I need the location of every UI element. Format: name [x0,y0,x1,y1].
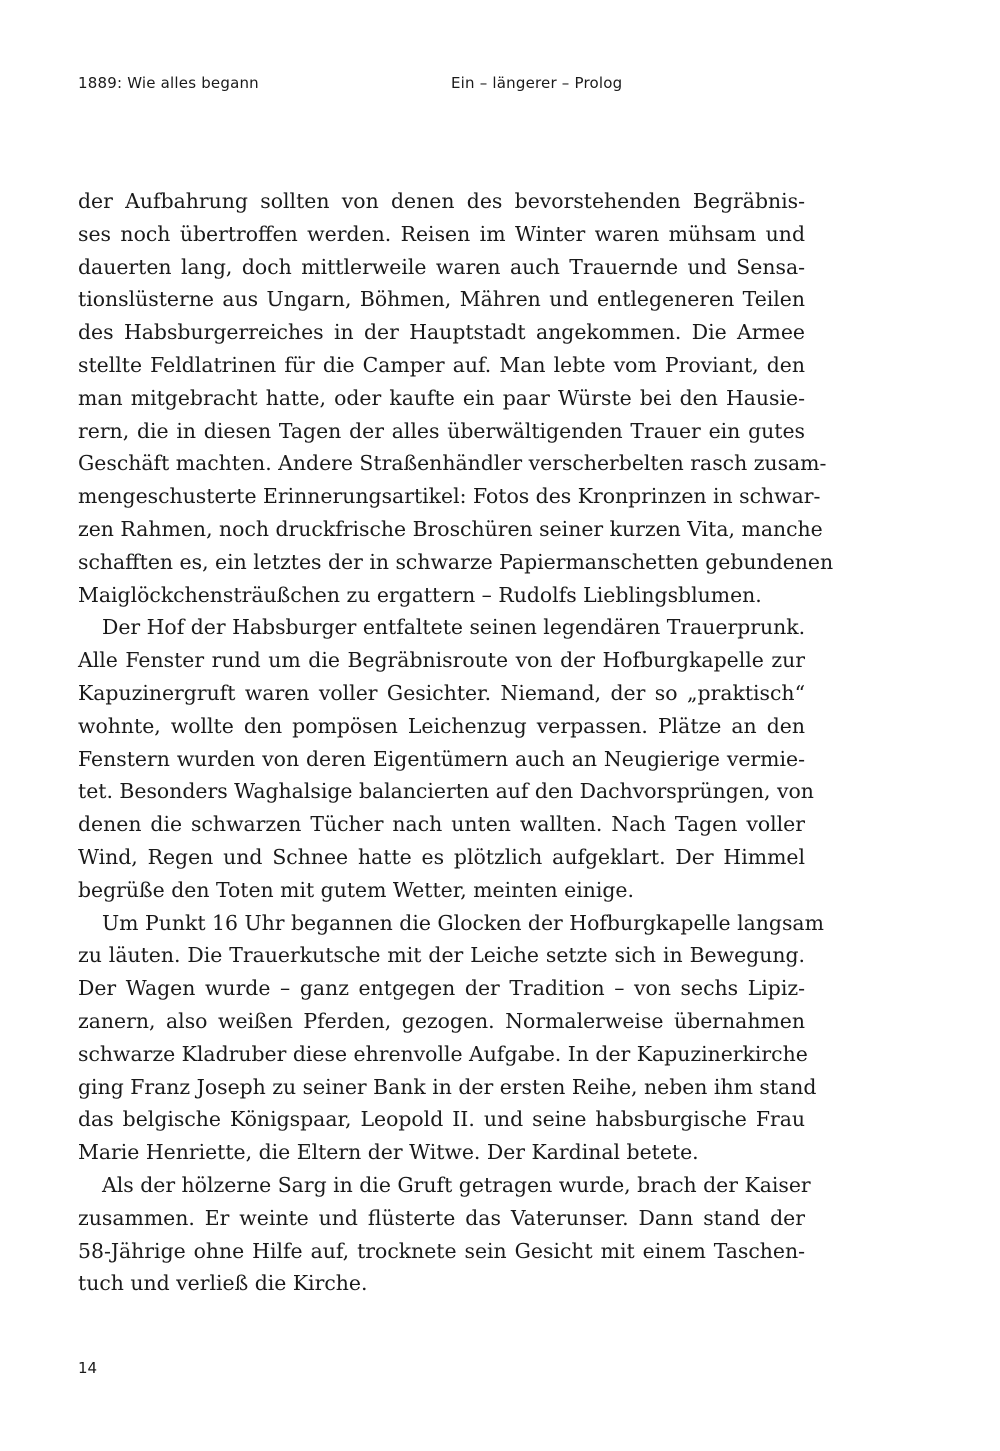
text-line: Geschäft machten. Andere Straßenhändler verscherbelten rasch zusam- [78,451,827,476]
text-line: mengeschusterte Erinnerungsartikel: Fotos des Kronprinzen in schwar- [78,484,821,509]
text-line: zu läuten. Die Trauerkutsche mit der Leiche setzte sich in Bewegung. [78,943,805,968]
text-line: Kapuzinergruft waren voller Gesichter. Niemand, der so „praktisch“ [78,680,805,705]
text-line: man mitgebracht hatte, oder kaufte ein paar Würste bei den Hausie- [78,385,805,410]
text-line: zen Rahmen, noch druckfrische Broschüren seiner kurzen Vita, manche [78,516,823,541]
body-text [78,185,834,1300]
text-line: schwarze Kladruber diese ehrenvolle Aufgabe. In der Kapuzinerkirche [78,1041,808,1066]
paragraph-1 [78,185,834,611]
text-line: des Habsburgerreiches in der Hauptstadt angekommen. Die Armee [78,320,805,345]
text-line: Fenstern wurden von deren Eigentümern auch an Neugierige vermie- [78,746,805,771]
text-line: zanern, also weißen Pferden, gezogen. Normalerweise übernahmen [78,1008,805,1033]
text-line: denen die schwarzen Tücher nach unten wallten. Nach Tagen voller [78,812,805,837]
text-line: Marie Henriette, die Eltern der Witwe. Der Kardinal betete. [78,1140,699,1165]
paragraph-4 [78,1169,811,1300]
text-line: tuch und verließ die Kirche. [78,1271,368,1296]
text-line: ging Franz Joseph zu seiner Bank in der ersten Reihe, neben ihm stand [78,1074,817,1099]
text-line: zusammen. Er weinte und flüsterte das Vaterunser. Dann stand der [78,1205,805,1230]
text-line: das belgische Königspaar, Leopold II. und seine habsburgische Frau [78,1107,805,1132]
text-line: Der Wagen wurde – ganz entgegen der Tradition – von sechs Lipiz- [78,976,805,1001]
text-line: schafften es, ein letztes der in schwarze Papiermanschetten gebundenen [78,549,834,574]
text-line: Als der hölzerne Sarg in die Gruft getragen wurde, brach der Kaiser [102,1172,811,1197]
page-number: 14 [78,1359,98,1377]
text-line: Wind, Regen und Schnee hatte es plötzlich aufgeklart. Der Himmel [78,844,805,869]
text-line: wohnte, wollte den pompösen Leichenzug verpassen. Plätze an den [78,713,805,738]
running-head-section: Ein – längerer – Prolog [451,74,623,92]
paragraph-3 [78,907,824,1169]
text-line: Der Hof der Habsburger entfaltete seinen legendären Trauerprunk. [102,615,806,640]
text-line: begrüße den Toten mit gutem Wetter, meinten einige. [78,877,634,902]
text-line: rern, die in diesen Tagen der alles überwältigenden Trauer ein gutes [78,418,805,443]
text-line: der Aufbahrung sollten von denen des bevorstehenden Begräbnis- [78,189,805,213]
text-line: tionslüsterne aus Ungarn, Böhmen, Mähren und entlegeneren Teilen [78,287,805,312]
running-head-chapter: 1889: Wie alles begann [78,74,259,92]
paragraph-2 [78,611,814,906]
text-line: ses noch übertroffen werden. Reisen im Winter waren mühsam und [78,221,805,246]
text-line: Maiglöckchensträußchen zu ergattern – Rudolfs Lieblingsblumen. [78,582,762,607]
text-line: tet. Besonders Waghalsige balancierten auf den Dachvorsprüngen, von [78,779,814,804]
text-line: Um Punkt 16 Uhr begannen die Glocken der Hofburgkapelle langsam [102,910,824,935]
text-line: dauerten lang, doch mittlerweile waren auch Trauernde und Sensa- [78,254,805,279]
text-line: stellte Feldlatrinen für die Camper auf. Man lebte vom Proviant, den [78,352,805,377]
text-line: Alle Fenster rund um die Begräbnisroute von der Hofburgkapelle zur [78,648,805,673]
text-line: 58-Jährige ohne Hilfe auf, trocknete sein Gesicht mit einem Taschen- [78,1238,805,1263]
